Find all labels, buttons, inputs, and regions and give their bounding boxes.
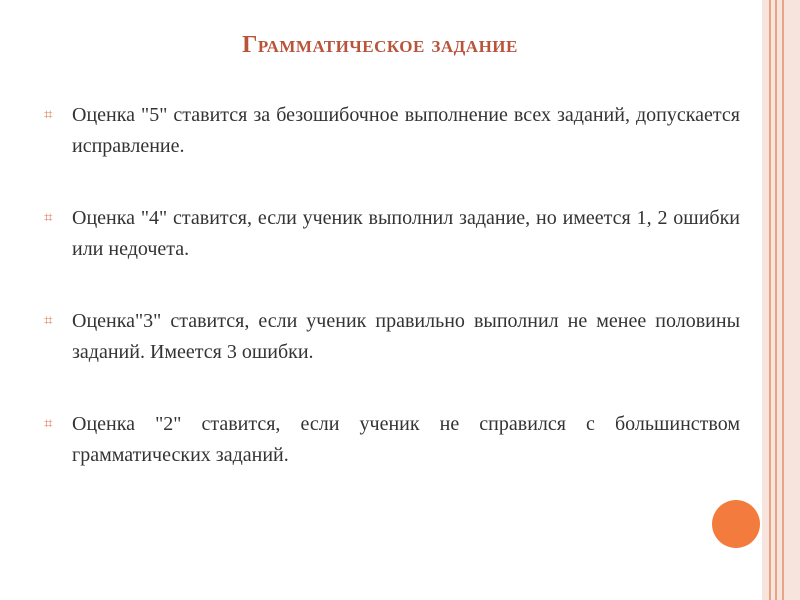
list-marker-icon: ⌗	[44, 107, 53, 123]
border-line	[769, 0, 771, 600]
list-marker-icon: ⌗	[44, 313, 53, 329]
list-item-text: Оценка "2" ставится, если ученик не справился с большинством грамматических заданий.	[72, 413, 740, 466]
bullet-list	[44, 100, 740, 512]
list-item	[44, 306, 740, 368]
slide-title: Грамматическое задание	[242, 32, 518, 58]
list-item-text: Оценка "4" ставится, если ученик выполнил задание, но имеется 1, 2 ошибки или недочета.	[72, 207, 740, 260]
list-item-text: Оценка "5" ставится за безошибочное выполнение всех заданий, допускается исправление.	[72, 104, 740, 157]
list-item	[44, 100, 740, 162]
orange-circle-decoration	[712, 500, 760, 548]
list-marker-icon: ⌗	[44, 416, 53, 432]
list-item-text: Оценка"3" ставится, если ученик правильно выполнил не менее половины заданий. Имеется 3 ошибки.	[72, 310, 740, 363]
list-marker-icon: ⌗	[44, 210, 53, 226]
list-item	[44, 409, 740, 471]
decorative-border	[762, 0, 800, 600]
border-line	[782, 0, 784, 600]
border-line	[775, 0, 777, 600]
list-item	[44, 203, 740, 265]
